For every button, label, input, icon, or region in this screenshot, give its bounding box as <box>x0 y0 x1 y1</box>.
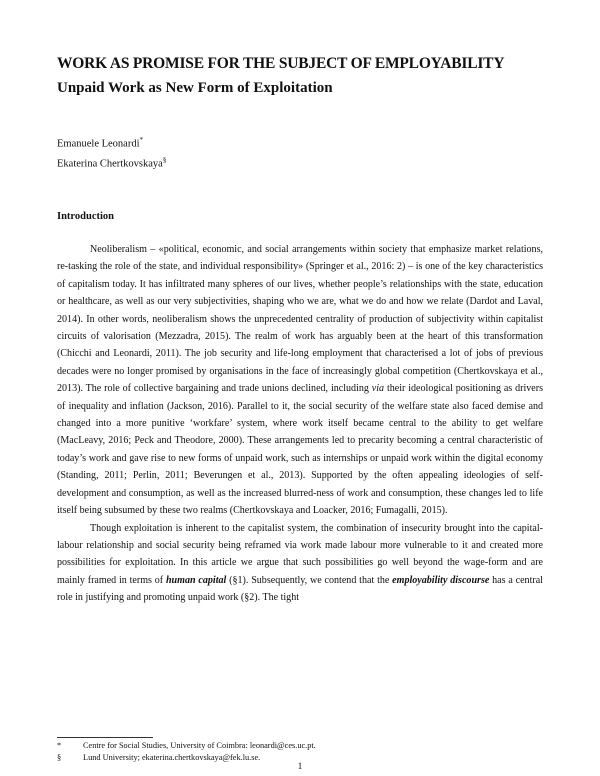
text-run: (§1). Subsequently, we contend that the <box>226 574 393 586</box>
footnote-2 <box>57 753 260 762</box>
footnote-text: Centre for Social Studies, University of Coimbra: leonardi@ces.uc.pt. <box>83 741 316 750</box>
emphasis-run: human capital <box>165 574 227 586</box>
text-run: has a central role in justifying and promoting unpaid work (§2). The tight <box>57 574 543 604</box>
footnote-text: Lund University; ekaterina.chertkovskaya@fek.lu.se. <box>83 753 261 762</box>
page-number: 1 <box>297 762 303 772</box>
paper-subtitle: Unpaid Work as New Form of Exploitation <box>57 80 333 96</box>
footnote-mark: * <box>57 741 62 750</box>
paragraph <box>57 241 543 520</box>
emphasis-run: via <box>371 383 385 395</box>
text-run: Neoliberalism – «political, economic, and social arrangements within society that emphasize market relations, re-tasking the role of the state, and individual responsibility» (Springer et al., 2016: 2) – is one of the key characteristics of capitalism today. It has infiltrated many spheres of our lives, whether people’s relationships with the state, education or healthcare, as well as our very subjectivities, shaping who we are, what we do and how we relate (Dardot and Laval, 2014). In other words, neoliberalism shows the unprecedented centrality of production of subjectivity within capitalist circuits of valorisation (Mezzadra, 2015). The realm of work has arguably been at the heart of this transformation (Chicchi and Leonardi, 2011). The job security and life-long employment that characterised a lot of jobs of previous decades were no longer promised by organisations in the face of increasingly global competition (Chertkovskaya et al., 2013). The role of collective bargaining and trade unions declined, including <box>57 244 543 395</box>
text-run: Though exploitation is inherent to the capitalist system, the combination of insecurity brought into the capital-labour relationship and social security being reframed via work made labour more vulnerable to it and created more possibilities for exploitation. In this article we argue that such possibilities go well beyond the wage-form and are mainly framed in terms of <box>57 522 543 586</box>
author-1 <box>57 136 143 150</box>
author-name: Ekaterina Chertkovskaya <box>57 158 163 170</box>
author-affiliation-mark: * <box>139 136 144 144</box>
text-run: their ideological positioning as drivers of inequality and inflation (Jackson, 2016). Parallel to it, the social security of the welfare state also faced demise and changed into a more punitive ‘workfare’ system, where work itself became central to the ability to get welfare (MacLeavy, 2016; Peck and Theodore, 2000). These arrangements led to precarity becoming a central characteristic of today’s work and gave rise to new forms of unpaid work, such as internships or unpaid work within the digital economy (Standing, 2011; Perlin, 2011; Beverungen et al., 2013). Supported by the often appealing ideologies of self-development and consumption, as well as the increased blurred-ness of work and consumption, these changes led to life itself being subsumed by these two realms (Chertkovskaya and Loacker, 2016; Fumagalli, 2015). <box>57 383 543 517</box>
section-heading: Introduction <box>57 211 114 222</box>
footnote-1 <box>57 741 316 750</box>
paper-title: WORK AS PROMISE FOR THE SUBJECT OF EMPLOYABILITY <box>57 55 505 72</box>
body-text <box>57 241 543 607</box>
author-name: Emanuele Leonardi <box>57 138 140 150</box>
author-2 <box>57 156 166 170</box>
footnote-rule <box>57 737 153 738</box>
author-affiliation-mark: § <box>162 156 167 164</box>
emphasis-run: employability discourse <box>392 574 490 586</box>
footnote-mark: § <box>57 753 62 762</box>
paragraph <box>57 520 543 607</box>
